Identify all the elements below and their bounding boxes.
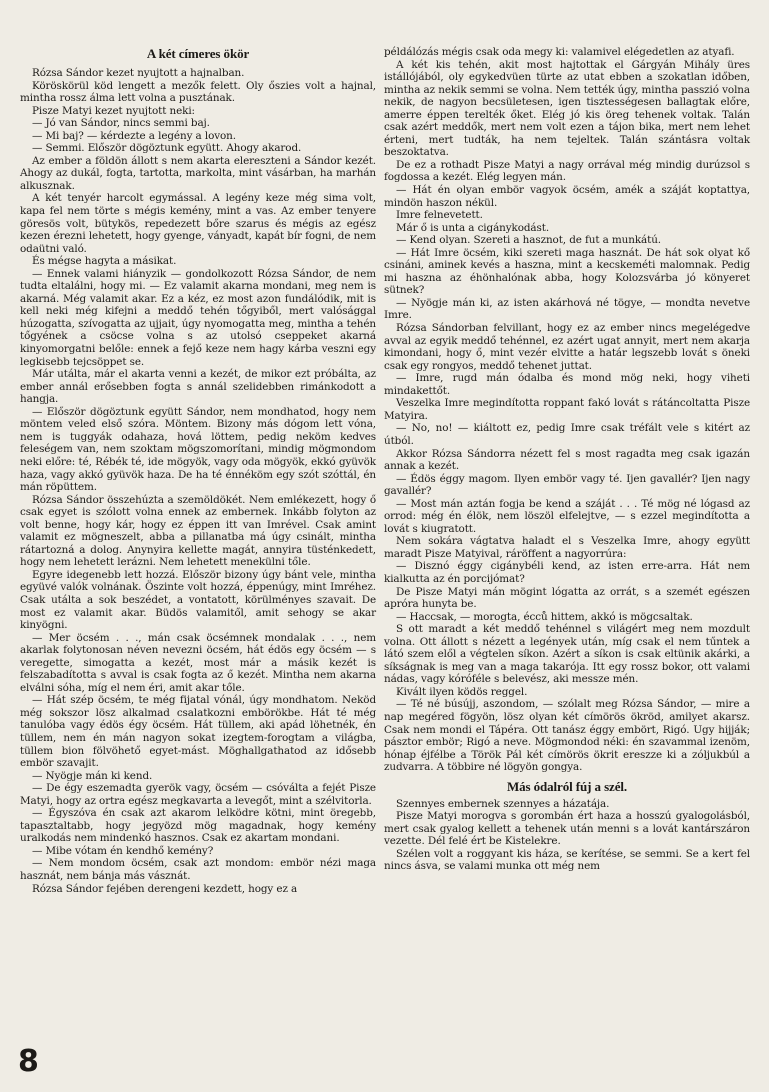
paragraph: — Jó van Sándor, nincs semmi baj.: [32, 117, 210, 130]
right-paragraphs-after: [384, 798, 750, 873]
paragraph: — Disznó éggy cigánybéli kend, az isten erre-arra. Hát nem kialkutta az én porcijómat?: [384, 560, 750, 585]
paragraph: És mégse hagyta a másikat.: [32, 255, 177, 268]
paragraph: — De égy eszemadta gyerök vagy, öcsém — csóválta a fejét Pisze Matyi, hogy az ortra egész megkavarta a levegőt, mint a szélvitorla.: [20, 782, 376, 807]
paragraph: példálózás mégis csak oda megy ki: valamivel elégedetlen az atyafi.: [384, 46, 735, 58]
paragraph: A két tenyér harcolt egymással. A legény keze még sima volt, kapa fel nem törte s mégis kemény, mint a vas. Az ember tenyere göresös volt, bütykös, repedezett bőre szarus és mégis az egész kezen érezni lehetett, hogy gyenge, ványadt, kapát bír fogni, de nem odaütni való.: [20, 192, 376, 255]
paragraph: De Pisze Matyi mán mögint lógatta az orrát, s a szemét egészen apróra hunyta be.: [384, 585, 750, 611]
paragraph: — Nyögje mán ki, az isten akárhová né tögye, — mondta nevetve Imre.: [384, 296, 750, 322]
paragraph: Veszelka Imre megindította roppant fakó lovát s rátáncoltatta Pisze Matyira.: [384, 397, 750, 422]
paragraph: — Imre, rugd mán ódalba és mond mög neki, hogy viheti mindakettőt.: [384, 372, 750, 397]
paragraph: A két kis tehén, akit most hajtottak el Gárgyán Mihály üres istállójából, oly egykedvüen türte az utat ebben a szokatlan időben, mintha az nekik semmi se volna. Nem tették úgy, mintha passzió volna nekik, de nagyon becsületesen, igen tisztességesen ballagtak előre, amerre éppen terelték őket. Elég jó kis öreg tehenek voltak. Talán csak azért meddők, mert nem volt ezen a tájon bika, mert nem lehet érteni, mert tudták, ha nem tejeltek. Talán szántásra voltak beszoktatva.: [384, 58, 750, 159]
page-number: 8: [18, 1044, 39, 1079]
paragraph: — Mer öcsém . . ., mán csak öcsémnek mondalak . . ., nem akarlak folytonosan néven nevezni öcsém, hát édös egy öcsém — s veregette, simogatta a kezét, most már a másik kezét is felszabadította s avval is csak fogta az ő kezét. Mintha nem akarna elválni sóha, míg el nem éri, amit akar tőle.: [20, 631, 376, 694]
paragraph: — Most mán aztán fogja be kend a száját . . . Té mög né lógasd az orrod: még én élök, nem löszöl elfelejtve, — s ezzel megindította a lovát s kiugratott.: [384, 497, 750, 535]
paragraph: — No, no! — kiáltott ez, pedig Imre csak tréfált vele s kitért az útból.: [384, 422, 750, 447]
paragraph: De ez a rothadt Pisze Matyi a nagy orrával még mindig durúzsol s fogdossa a kezét. Elég legyen mán.: [384, 158, 750, 184]
paragraph: Akkor Rózsa Sándorra nézett fel s most ragadta meg csak igazán annak a kezét.: [384, 447, 750, 473]
paragraph: Egyre idegenebb lett hozzá. Először bizony úgy bánt vele, mintha együvé valók volnának. Öszinte volt hozzá, éppenúgy, mint Imréhez. Csak utálta a sok beszédet, a vontatott, körülményes szavait. De most ez valamit akar. Büdös valamitől, amit sehogy se akar kinyögni.: [20, 568, 376, 632]
paragraph: — Hát szép öcsém, te még fijatal vónál, úgy mondhatom. Neköd még sokszor lösz alkalmad csalatkozni embörökbe. Hát té még tanulóba vagy édös égy öcsém. Hát tüllem, aki apád löhetnék, én tüllem, nem én mán nagyon sokat izegtem-forogtam a világba, tüllem bion fölvöhető egyet-mást. Möghallgathatod az idősebb embör szavajit.: [20, 694, 376, 770]
paragraph: — Té né búsújj, aszondom, — szólalt meg Rózsa Sándor, — mire a nap megéred fögyön, lösz olyan két címörös ökröd, amilyet akarsz. Csak nem mondi el Tápéra. Ott tanász éggy embört, Rigó. Ugy hijják; pásztor embör; Rigó a neve. Mögmondod néki: én szavammal izenöm, hónap éjfélbe a Török Pál két címörös ökrit ereszze ki a zóljukbúl a zudvarra. A többire né lögyön gongya.: [384, 698, 750, 774]
paragraph: Rózsa Sándor fejében derengeni kezdett, hogy ez a: [32, 882, 298, 895]
paragraph: Rózsa Sándorban felvillant, hogy ez az ember nincs megelégedve avval az egyik meddő tehénnel, ez azért ugat annyit, mert nem akarja kimondani, hogy ő, mint vezér elvitte a határ legszebb lovát s öneki csak egy rongyos, meddő tehenet juttat.: [384, 322, 750, 372]
paragraph: — Kend olyan. Szereti a hasznot, de fut a munkátú.: [396, 234, 662, 247]
paragraph: Szennyes embernek szennyes a házatája.: [396, 797, 610, 810]
right-column: [384, 46, 750, 873]
right-paragraphs-before: [384, 46, 750, 774]
paragraph: Szélen volt a roggyant kis háza, se kerítése, se semmi. Se a kert fel nincs ásva, se valami munka ott még nem: [384, 847, 750, 873]
paragraph: Rózsa Sándor összehúzta a szemöldökét. Nem emlékezett, hogy ő csak egyet is szólott volna ennek az embernek. Inkább folyton az volt benne, hogy kár, hogy ez éppen itt van Imrével. Csak amint valamit ez mögneszelt, abba a pillanatba má úgy csinált, mintha rátartozná a dolog. Anynyira kellette magát, annyira tüsténkedett, hogy nem lehetett lerázni. Nem lehetett menekülni tőle.: [20, 493, 376, 569]
paragraph: Már ő is unta a cigánykodást.: [396, 221, 550, 234]
paragraph: Kivált ilyen ködös reggel.: [396, 685, 528, 698]
paragraph: Köröskörül köd lengett a mezők felett. Oly őszies volt a hajnal, mintha rossz álma lett volna a pusztának.: [20, 79, 376, 105]
paragraph: S ott maradt a két meddő tehénnel s világért meg nem mozdult volna. Ott állott s nézett a legények után, míg csak el nem tűntek a látó szem elől a végtelen síkon. Azért a síkon is csak eltünik akárki, a síkságnak is meg van a maga takarója. Itt egy rossz bokor, ott valami nádas, vagy kóróféle s belevész, aki messze mén.: [384, 623, 750, 686]
paragraph: — Nem mondom öcsém, csak azt mondom: embör nézi maga hasznát, nem bánja más vásznát.: [20, 857, 376, 882]
paragraph: — Ennek valami hiányzik — gondolkozott Rózsa Sándor, de nem tudta eltalálni, hogy mi. — Ez valamit akarna mondani, meg nem is akarná. Még valamit akar. Ez a kéz, ez most azon fundálódik, mit is kell neki még kifejni a meddő tehén tőgyiből, mert valósággal húzogatta, szívogatta az ujjait, úgy nyomogatta meg, mintha a tehén tőgyének a csöcse volna s az utolsó cseppeket akarná kinyomorgatni belőle: ennek a fejő keze nem hagy kárba veszni egy legkisebb tejcsöppet se.: [20, 267, 376, 368]
paragraph: — Haccsak, — morogta, écců hittem, akkó is mögcsaltak.: [396, 610, 693, 623]
paragraph: Nem sokára vágtatva haladt el s Veszelka Imre, ahogy együtt maradt Pisze Matyival, ráröffent a nagyorrúra:: [384, 535, 750, 560]
left-column: [20, 46, 376, 895]
paragraph: — Mi baj? — kérdezte a legény a lovon.: [32, 129, 236, 142]
paragraph: — Semmi. Először dögöztunk együtt. Ahogy akarod.: [32, 142, 302, 155]
paragraph: — Nyögje mán ki kend.: [32, 769, 153, 782]
left-paragraphs: [20, 67, 376, 895]
paragraph: — Hát én olyan embör vagyok öcsém, amék a száját koptattya, mindön haszon nékül.: [384, 184, 750, 209]
paragraph: Pisze Matyi kezet nyujtott neki:: [32, 104, 195, 117]
paragraph: — Mibe vótam én kendhő kemény?: [32, 844, 214, 857]
paragraph: Az ember a földön állott s nem akarta elereszteni a Sándor kezét. Ahogy az dukál, fogta, tartotta, markolta, mint vásárban, ha marhán alkusznak.: [20, 154, 376, 192]
story-title: A két címeres ökör: [146, 46, 250, 61]
paragraph: — Édös éggy magom. Ilyen embör vagy té. Ijen gavallér? Ijen nagy gavallér?: [384, 472, 750, 498]
paragraph: Pisze Matyi morogva s gorombán ért haza a hosszú gyalogolásból, mert csak gyalog kellett a tehenek után menni s a lovát kantárszáron vezette. Dél felé ért be Kistelekre.: [384, 810, 750, 848]
paragraph: — Égyszóva én csak azt akarom lelködre kötni, mint öregebb, tapasztaltabb, hogy jegyözd mög magadnak, hogy kemény uralkodás nem mindenkó hasznos. Csak ez akartam mondani.: [20, 807, 376, 845]
paragraph: — Hát Imre öcsém, kiki szereti maga hasznát. De hát sok olyat kő csináni, aminek kevés a haszna, mint a kecskeméti malomnak. Pedig mi haszna az éhönhalónak abba, hogy Kolozsvárba jó könyeret sütnek?: [384, 246, 750, 297]
paragraph: Már utálta, már el akarta venni a kezét, de mikor ezt próbálta, az ember annál erősebben fogta s annál szelidebben rimánkodott a hangja.: [20, 368, 376, 406]
paragraph: Rózsa Sándor kezet nyujtott a hajnalban.: [32, 67, 245, 79]
section-heading: Más ódalról fúj a szél.: [506, 778, 628, 794]
paragraph: — Először dögöztunk együtt Sándor, nem mondhatod, hogy nem möntem veled első szóra. Möntem. Bizony más dógom lett vóna, nem is tuggyák odahaza, hová löttem, pedig neköm kedves feleségem van, nem szoktam mögszomorítani, mindig mögmondom neki előre: té, Rébék té, ide mögyök, vagy oda mögyök, ekkó gyüvök haza, vagy akkó gyüvök haza. De ha té énnéköm egy szót szóttál, én mán röpüttem.: [20, 405, 376, 494]
paragraph: Imre felnevetett.: [396, 209, 483, 222]
